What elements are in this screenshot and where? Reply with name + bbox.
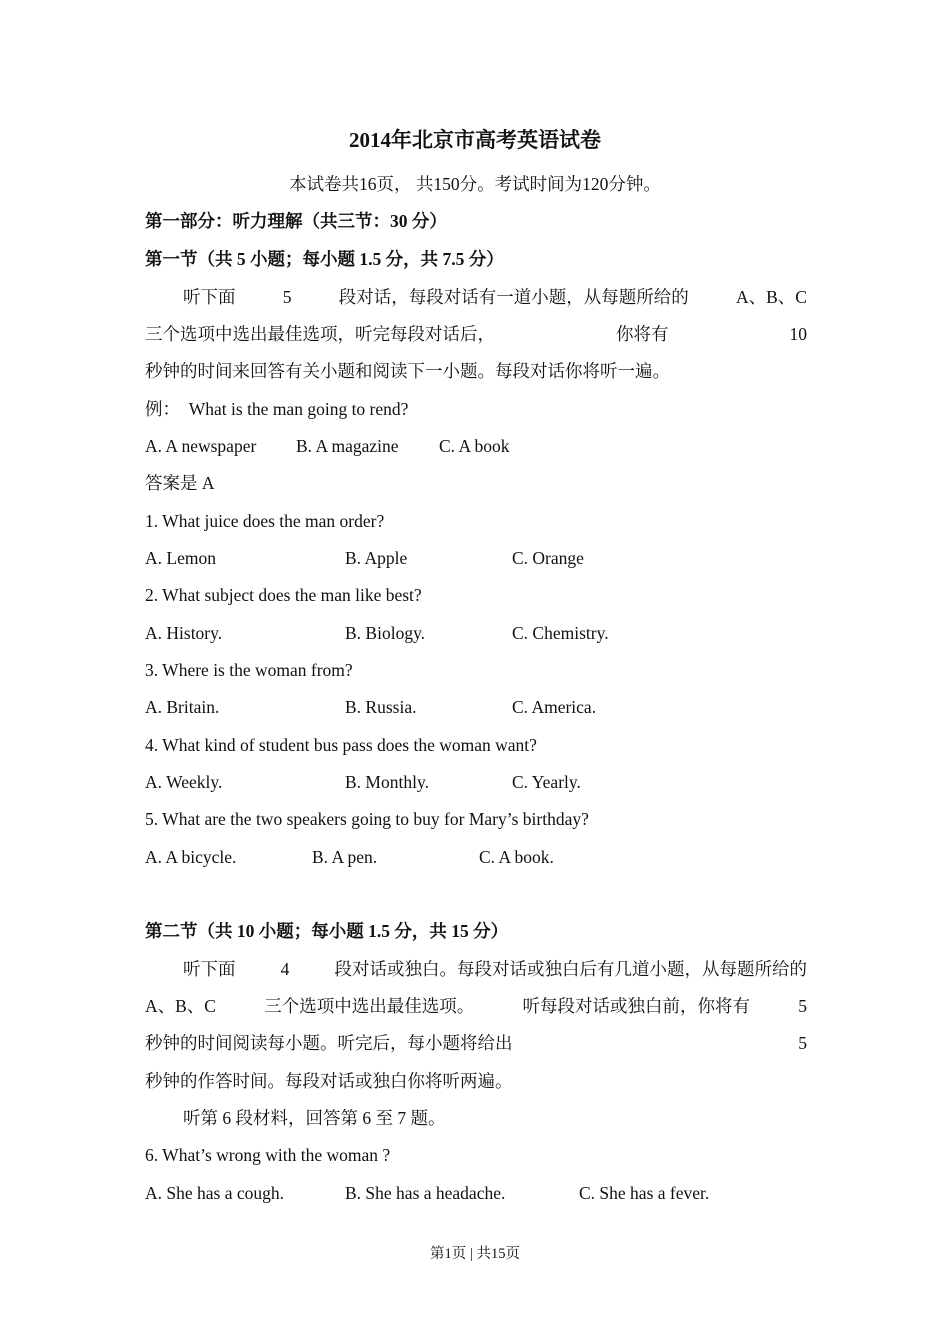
- question-6-option-b: B. She has a headache.: [345, 1183, 506, 1203]
- question-5-option-b: B. A pen.: [312, 847, 378, 867]
- question-4-option-b: B. Monthly.: [345, 772, 429, 792]
- question-2-option-b: B. Biology.: [345, 623, 426, 643]
- section2-instruction-line2: A、B、C 三个选项中选出最佳选项。 听每段对话或独白前，你将有 5: [145, 996, 807, 1016]
- question-2-option-a: A. History.: [145, 623, 223, 643]
- exam-title: 2014年北京市高考英语试卷: [349, 128, 601, 152]
- material-note: 听第 6 段材料，回答第 6 至 7 题。: [183, 1108, 446, 1128]
- exam-subtitle: 本试卷共16页， 共150分。考试时间为120分钟。: [289, 174, 661, 194]
- question-2: 2. What subject does the man like best?: [145, 585, 422, 605]
- question-2-option-c: C. Chemistry.: [512, 623, 609, 643]
- question-3-option-c: C. America.: [512, 697, 597, 717]
- section2-instruction-line1: 听下面 4 段对话或独白。每段对话或独白后有几道小题，从每题所给的: [183, 959, 807, 979]
- question-5-option-a: A. A bicycle.: [145, 847, 237, 867]
- question-6-option-c: C. She has a fever.: [579, 1183, 710, 1203]
- question-1: 1. What juice does the man order?: [145, 511, 385, 531]
- question-5-option-c: C. A book.: [479, 847, 554, 867]
- question-1-option-a: A. Lemon: [145, 548, 216, 568]
- page-footer: 第1页 | 共15页: [430, 1246, 520, 1262]
- example-option-b: B. A magazine: [296, 436, 399, 456]
- question-1-option-c: C. Orange: [512, 548, 584, 568]
- section2-instruction-line4: 秒钟的作答时间。每段对话或独白你将听两遍。: [145, 1071, 513, 1091]
- section2-heading: 第二节（共 10 小题；每小题 1.5 分，共 15 分）: [145, 921, 509, 941]
- example-answer: 答案是 A: [145, 473, 215, 493]
- section2-instruction-line3: 秒钟的时间阅读每小题。听完后，每小题将给出 5: [145, 1033, 807, 1053]
- example-option-a: A. A newspaper: [145, 436, 257, 456]
- question-6: 6. What’s wrong with the woman ?: [145, 1145, 391, 1165]
- question-3-option-a: A. Britain.: [145, 697, 220, 717]
- question-3: 3. Where is the woman from?: [145, 660, 353, 680]
- example-question: 例： What is the man going to rend?: [145, 399, 409, 419]
- part1-heading: 第一部分：听力理解（共三节：30 分）: [145, 211, 447, 231]
- question-4-option-a: A. Weekly.: [145, 772, 223, 792]
- section1-instruction-line3: 秒钟的时间来回答有关小题和阅读下一小题。每段对话你将听一遍。: [145, 361, 670, 381]
- example-option-c: C. A book: [439, 436, 510, 456]
- question-1-option-b: B. Apple: [345, 548, 408, 568]
- question-4-option-c: C. Yearly.: [512, 772, 581, 792]
- question-5: 5. What are the two speakers going to buy for Mary’s birthday?: [145, 809, 589, 829]
- section1-heading: 第一节（共 5 小题；每小题 1.5 分，共 7.5 分）: [145, 249, 504, 269]
- question-4: 4. What kind of student bus pass does the woman want?: [145, 735, 537, 755]
- section1-instruction-line2: 三个选项中选出最佳选项，听完每段对话后， 你将有 10: [145, 324, 807, 344]
- section1-instruction-line1: 听下面 5 段对话，每段对话有一道小题，从每题所给的 A、B、C: [183, 287, 807, 307]
- question-3-option-b: B. Russia.: [345, 697, 417, 717]
- question-6-option-a: A. She has a cough.: [145, 1183, 285, 1203]
